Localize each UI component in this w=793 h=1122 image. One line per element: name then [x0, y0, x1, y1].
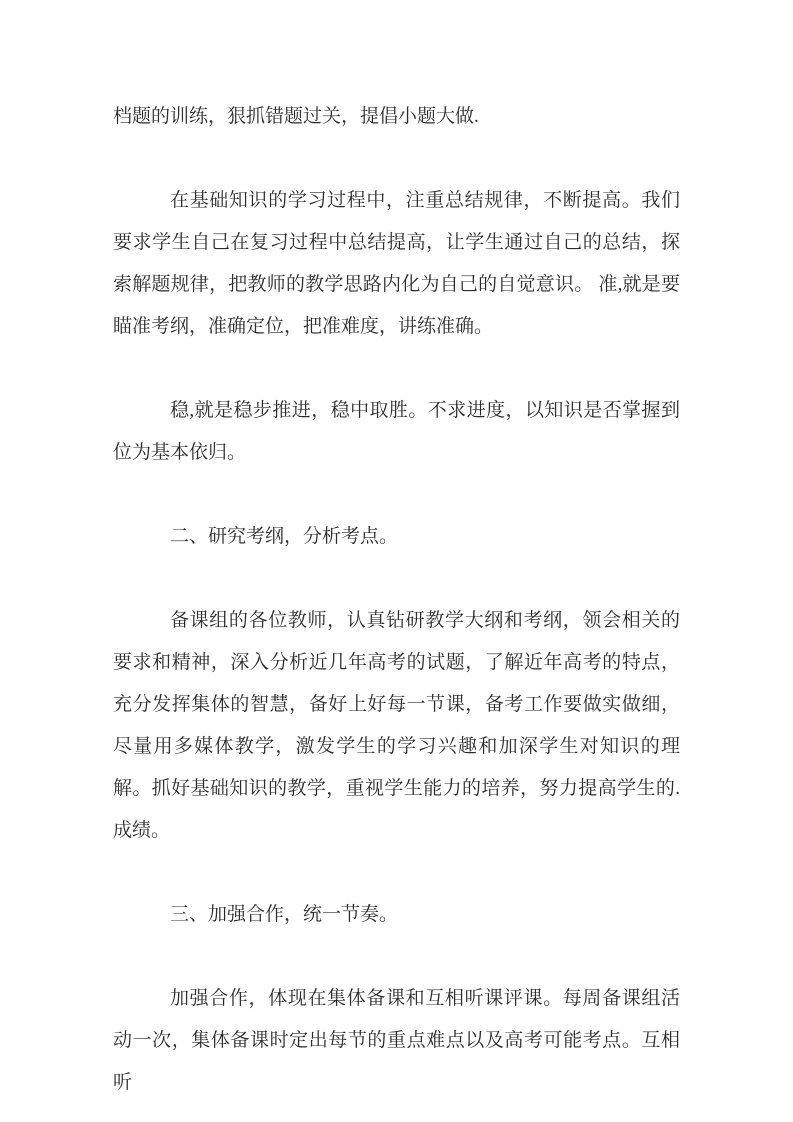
paragraph: 稳,就是稳步推进，稳中取胜。不求进度，以知识是否掌握到位为基本依归。 [113, 400, 680, 463]
paragraph: 加强合作，体现在集体备课和互相听课评课。每周备课组活动一次，集体备课时定出每节的重点难点以及高考可能考点。互相听 [113, 988, 680, 1093]
section-heading: 三、加强合作，统一节奏。 [170, 904, 399, 925]
section-heading: 二、研究考纲，分析考点。 [170, 526, 399, 547]
paragraph-continuation: 档题的训练，狠抓错题过关，提倡小题大做. [113, 106, 479, 127]
paragraph: 备课组的各位教师，认真钻研教学大纲和考纲，领会相关的要求和精神，深入分析近几年高考的试题，了解近年高考的特点，充分发挥集体的智慧，备好上好每一节课，备考工作要做实做细，尽量用多媒体教学，激发学生的学习兴趣和加深学生对知识的理解。抓好基础知识的教学，重视学生能力的培养，努力提高学生的.成绩。 [113, 610, 680, 841]
paragraph: 在基础知识的学习过程中，注重总结规律，不断提高。我们要求学生自己在复习过程中总结提高，让学生通过自己的总结，探索解题规律，把教师的教学思路内化为自己的自觉意识。 准,就是要瞄准考纲，准确定位，把准难度，讲练准确。 [113, 190, 680, 337]
